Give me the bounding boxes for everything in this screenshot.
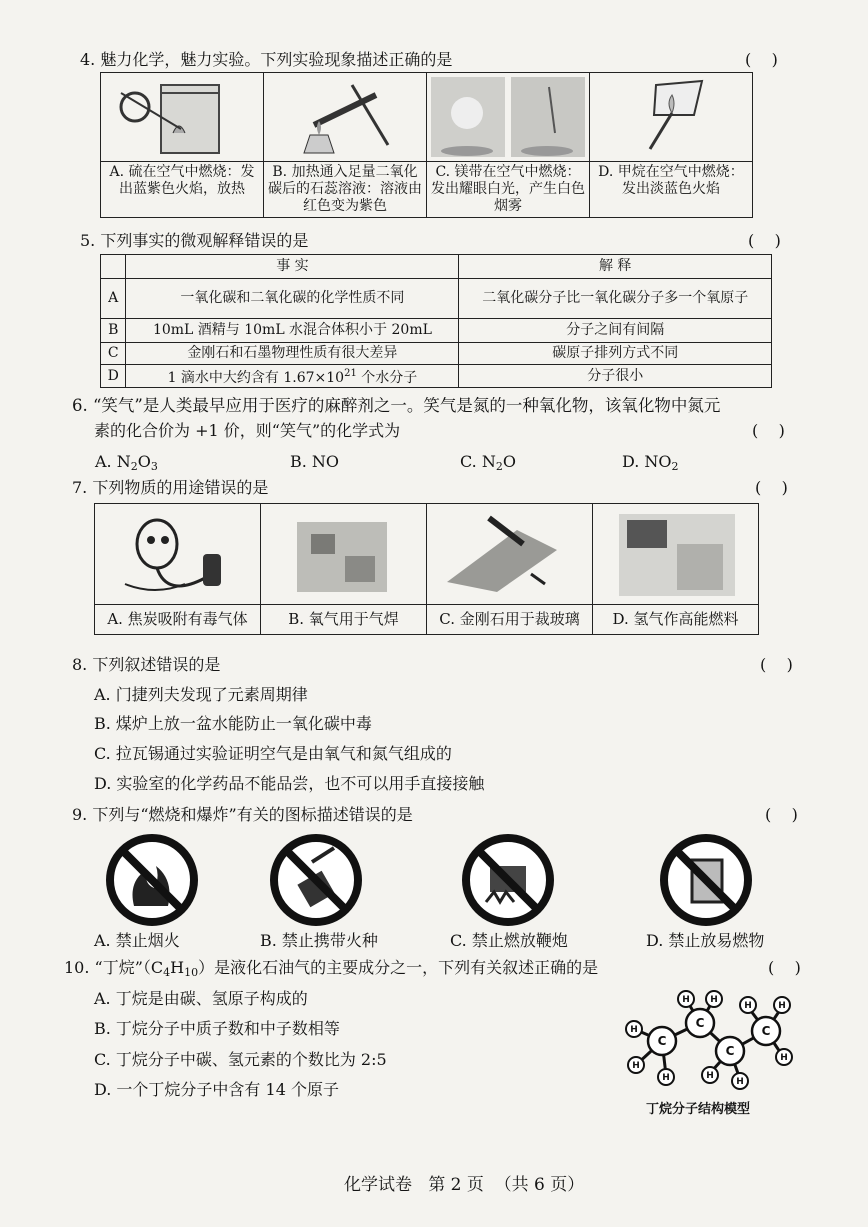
q5-header-explain: 解 释 [459,255,772,279]
q7-option-c [427,504,593,635]
svg-text:C: C [725,1044,735,1058]
no-firecrackers-sign-icon [460,832,556,928]
gas-mask-icon [95,504,260,604]
q5-row-explain: 碳原子排列方式不同 [459,343,772,365]
q6-option-b: B. NO [290,452,340,471]
q10-option-a: A. 丁烷是由碳、氢原子构成的 [94,989,308,1008]
svg-text:C: C [695,1016,705,1030]
svg-text:H: H [682,995,690,1005]
q7-stem: 7. 下列物质的用途错误的是 [72,478,269,497]
q4-caption-a: A. 硫在空气中燃烧：发出蓝紫色火焰，放热 [109,164,255,197]
q5-row-a [101,279,772,319]
svg-text:H: H [662,1073,670,1083]
q6-option-c: C. $N_2O$ [460,452,516,473]
q9-caption-c: C. 禁止燃放鞭炮 [450,931,568,950]
svg-text:C: C [657,1034,667,1048]
svg-text:H: H [778,1001,786,1011]
q5-row-d [101,365,772,388]
magnesium-burning-icon [427,73,589,161]
q7-caption-c: C. 金刚石用于裁玻璃 [439,610,580,628]
svg-text:H: H [630,1025,638,1035]
q5-row-letter: A [101,279,126,319]
q4-caption-d: D. 甲烷在空气中燃烧：发出淡蓝色火焰 [598,164,744,197]
q5-row-letter: C [101,343,126,365]
q6-option-d: D. $NO_2$ [622,452,679,473]
q4-option-a [101,73,264,218]
glass-cutter-icon [427,504,592,604]
q9-answer-paren: ( ) [765,805,798,824]
q5-stem: 5. 下列事实的微观解释错误的是 [80,231,309,250]
page-footer: 化学试卷 第 2 页 （共 6 页） [344,1175,585,1195]
q7-caption-b: B. 氧气用于气焊 [288,610,399,628]
q9-caption-a: A. 禁止烟火 [94,931,180,950]
svg-text:H: H [780,1053,788,1063]
q10-model-caption: 丁烷分子结构模型 [646,1102,751,1117]
q5-row-fact: 一氧化碳和二氧化碳的化学性质不同 [126,279,459,319]
heating-test-tube-icon [264,73,426,161]
q5-row-fact: 10mL 酒精与 10mL 水混合体积小于 20mL [126,319,459,343]
q4-caption-b: B. 加热通入足量二氧化碳后的石蕊溶液：溶液由红色变为紫色 [268,164,422,214]
q7-answer-paren: ( ) [755,478,788,497]
q6-answer-paren: ( ) [752,421,785,440]
q5-row-fact: 金刚石和石墨物理性质有很大差异 [126,343,459,365]
q4-option-c [427,73,590,218]
no-matches-sign-icon [268,832,364,928]
q6-stem-line2: 素的化合价为 +1 价，则“笑气”的化学式为 [94,421,401,440]
q5-row-explain: 分子很小 [459,365,772,388]
svg-text:H: H [710,995,718,1005]
q5-answer-paren: ( ) [748,231,781,250]
no-flammables-sign-icon [658,832,754,928]
q5-row-b [101,319,772,343]
q7-caption-d: D. 氢气作高能燃料 [612,610,739,628]
q7-option-b [261,504,427,635]
gas-welding-icon [261,504,426,604]
q6-option-a: A. $N_2O_3$ [95,452,158,473]
q4-option-b [264,73,427,218]
q7-option-d [593,504,759,635]
q9-caption-b: B. 禁止携带火种 [260,931,378,950]
q10-answer-paren: ( ) [768,958,801,977]
butane-molecule-model-icon [618,985,798,1095]
q5-row-fact: 1 滴水中大约含有 $1.67\times 10^{21}$ 个水分子 [126,365,459,388]
svg-text:C: C [761,1024,771,1038]
q5-row-c [101,343,772,365]
q9-caption-d: D. 禁止放易燃物 [646,931,765,950]
q8-option-a: A. 门捷列夫发现了元素周期律 [94,685,308,704]
svg-text:H: H [706,1071,714,1081]
q4-option-d [590,73,753,218]
q7-image-table [94,503,759,635]
q4-answer-paren: ( ) [745,50,778,69]
svg-text:H: H [744,1001,752,1011]
rocket-fuel-icon [593,504,758,604]
q4-image-table [100,72,753,218]
burning-sulfur-icon [101,73,263,161]
q8-answer-paren: ( ) [760,655,793,674]
svg-text:H: H [632,1061,640,1071]
q7-option-a [95,504,261,635]
q10-stem: 10. “丁烷$”(C_4H_{10})$是液化石油气的主要成分之一，下列有关叙述正确的是 [64,958,599,979]
q5-header-fact: 事 实 [126,255,459,279]
q8-option-d: D. 实验室的化学药品不能品尝，也不可以用手直接接触 [94,774,485,793]
q5-row-letter: D [101,365,126,388]
q6-stem-line1: 6. “笑气”是人类最早应用于医疗的麻醉剂之一。笑气是氮的一种氧化物，该氧化物中氮元 [72,396,721,415]
q8-stem: 8. 下列叙述错误的是 [72,655,221,674]
q8-option-c: C. 拉瓦锡通过实验证明空气是由氧气和氮气组成的 [94,744,452,763]
q10-option-d: D. 一个丁烷分子中含有 14 个原子 [94,1080,339,1099]
q5-row-explain: 分子之间有间隔 [459,319,772,343]
methane-burning-icon [590,73,752,161]
q4-stem: 4. 魅力化学，魅力实验。下列实验现象描述正确的是 [80,50,453,69]
q10-option-c: C. 丁烷分子中碳、氢元素的个数比为 2:5 [94,1050,387,1069]
q10-option-b: B. 丁烷分子中质子数和中子数相等 [94,1019,340,1038]
svg-text:H: H [736,1077,744,1087]
q7-caption-a: A. 焦炭吸附有毒气体 [107,610,248,628]
q5-row-explain: 二氧化碳分子比一氧化碳分子多一个氧原子 [459,279,772,319]
no-fire-sign-icon [104,832,200,928]
q4-caption-c: C. 镁带在空气中燃烧：发出耀眼白光，产生白色烟雾 [431,164,585,214]
q8-option-b: B. 煤炉上放一盆水能防止一氧化碳中毒 [94,714,372,733]
q9-stem: 9. 下列与“燃烧和爆炸”有关的图标描述错误的是 [72,805,413,824]
q5-facts-table [100,254,772,388]
q5-row-letter: B [101,319,126,343]
